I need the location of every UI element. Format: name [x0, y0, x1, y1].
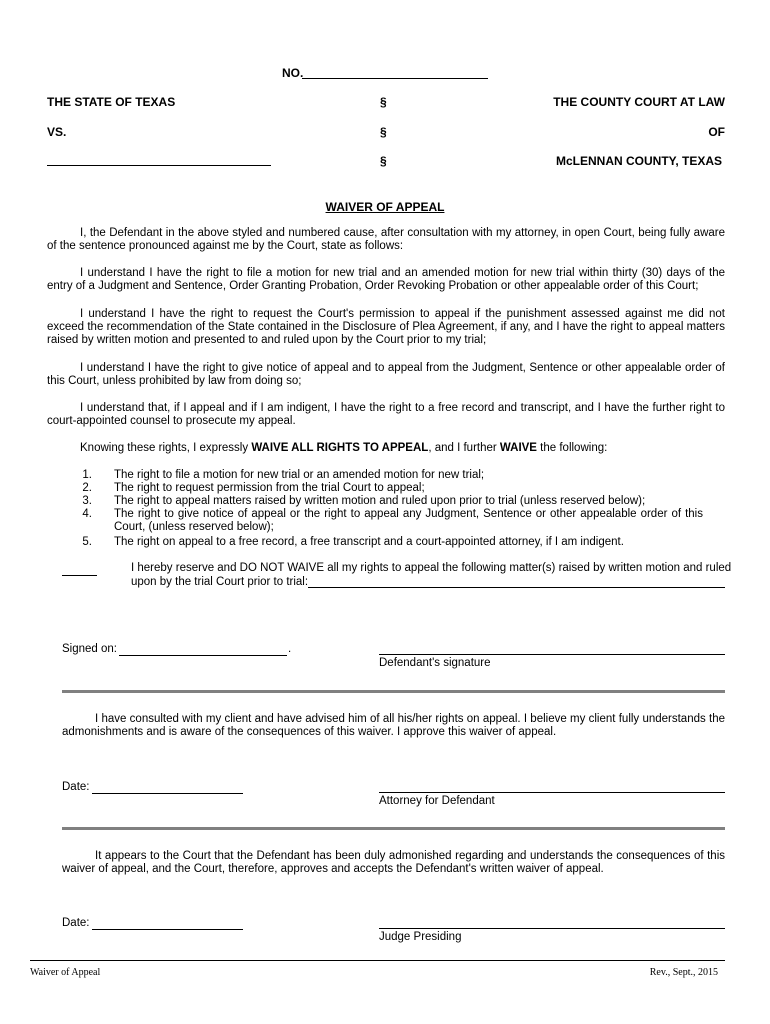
versus-label: VS. — [47, 125, 67, 139]
attorney-statement: I have consulted with my client and have advised him of all his/her rights on appeal. I believe my client fully understands the admonishments and is aware of the consequences of this waiver. I approve this waiver of appeal. — [62, 713, 725, 738]
paragraph-notice-appeal: I understand I have the right to give notice of appeal and to appeal from the Judgment, Sentence or other appealable order of this Court, unless prohibited by law from doing so; — [47, 362, 725, 387]
attorney-date-label: Date: — [62, 781, 90, 793]
attorney-signature-field[interactable] — [379, 780, 725, 793]
signed-on-period: . — [288, 643, 292, 655]
paragraph-motion-new-trial: I understand I have the right to file a motion for new trial and an amended motion for new trial within thirty (30) days of the entry of a Judgment and Sentence, Order Granting Probation, Order Revoking Probation or other appealable order of this Court; — [47, 267, 725, 292]
reserve-initial-field[interactable] — [62, 563, 97, 576]
waive-all-rights-text: WAIVE ALL RIGHTS TO APPEAL — [251, 442, 429, 454]
reserved-matters-field[interactable] — [308, 575, 725, 588]
court-date-field[interactable] — [92, 917, 243, 930]
knowing-text-2: , and I further — [428, 442, 500, 454]
waiver-number: 3. — [82, 495, 92, 507]
judge-signature-caption: Judge Presiding — [379, 931, 462, 943]
section-symbol-2: § — [380, 125, 387, 139]
waiver-text: The right to appeal matters raised by written motion and ruled upon prior to trial (unless reserved below); — [114, 495, 646, 507]
paragraph-indigent: I understand that, if I appeal and if I am indigent, I have the right to a free record and transcript, and I have the further right to court-appointed counsel to prosecute my appeal. — [47, 402, 725, 427]
waiver-text: The right to file a motion for new trial or an amended motion for new trial; — [114, 469, 485, 481]
court-date-label: Date: — [62, 917, 90, 929]
waiver-number: 2. — [82, 482, 92, 494]
waiver-number: 4. — [82, 508, 92, 520]
defendant-signature-caption: Defendant's signature — [379, 657, 491, 669]
section-divider — [62, 690, 725, 693]
court-line-3: McLENNAN COUNTY, TEXAS — [555, 154, 722, 168]
case-number-label: NO. — [282, 66, 304, 80]
reserve-text-line-1: I hereby reserve and DO NOT WAIVE all my rights to appeal the following matter(s) raised by written motion and ruled — [131, 562, 732, 574]
case-number-field[interactable] — [302, 66, 488, 79]
section-divider — [62, 827, 725, 830]
section-symbol-3: § — [380, 154, 387, 168]
judge-signature-field[interactable] — [379, 916, 725, 929]
waiver-number: 1. — [82, 469, 92, 481]
signed-on-label: Signed on: — [62, 643, 117, 655]
reserve-text-line-2: upon by the trial Court prior to trial: — [131, 576, 309, 588]
attorney-signature-caption: Attorney for Defendant — [379, 795, 495, 807]
defendant-signature-field[interactable] — [379, 642, 725, 655]
waiver-text: The right to request permission from the trial Court to appeal; — [114, 482, 425, 494]
knowing-rights-statement — [47, 442, 725, 455]
knowing-text-3: the following: — [536, 442, 608, 454]
signed-on-date-field[interactable] — [119, 643, 287, 656]
waiver-text: The right to give notice of appeal or the right to appeal any Judgment, Sentence or other appealable order of this Court, (unless reserved below); — [114, 508, 703, 533]
section-symbol-1: § — [380, 95, 387, 109]
document-title: WAIVER OF APPEAL — [325, 200, 445, 214]
attorney-date-field[interactable] — [92, 781, 243, 794]
waiver-text: The right on appeal to a free record, a free transcript and a court-appointed attorney, if I am indigent. — [114, 536, 624, 548]
paragraph-permission-appeal: I understand I have the right to request the Court's permission to appeal if the punishment assessed against me did not exceed the recommendation of the State contained in the Disclosure of Plea Agreement, if any, and I have the right to appeal matters raised by written motion and presented to and ruled upon by the Court prior to my trial; — [47, 308, 725, 346]
footer-document-name: Waiver of Appeal — [30, 967, 101, 978]
court-statement: It appears to the Court that the Defendant has been duly admonished regarding and understands the consequences of this waiver of appeal, and the Court, therefore, approves and accepts the Defendant's written waiver of appeal. — [62, 850, 725, 875]
footer-revision: Rev., Sept., 2015 — [649, 967, 718, 978]
state-label: THE STATE OF TEXAS — [47, 95, 176, 109]
court-line-1: THE COUNTY COURT AT LAW — [553, 95, 725, 109]
footer-rule — [30, 960, 725, 961]
waiver-number: 5. — [82, 536, 92, 548]
waive-text: WAIVE — [499, 442, 537, 454]
intro-paragraph: I, the Defendant in the above styled and numbered cause, after consultation with my attorney, in open Court, being fully aware of the sentence pronounced against me by the Court, state as follows: — [47, 227, 725, 252]
defendant-name-field[interactable] — [47, 153, 271, 166]
court-line-2: OF — [708, 125, 725, 139]
knowing-text-1: Knowing these rights, I expressly — [80, 442, 252, 454]
